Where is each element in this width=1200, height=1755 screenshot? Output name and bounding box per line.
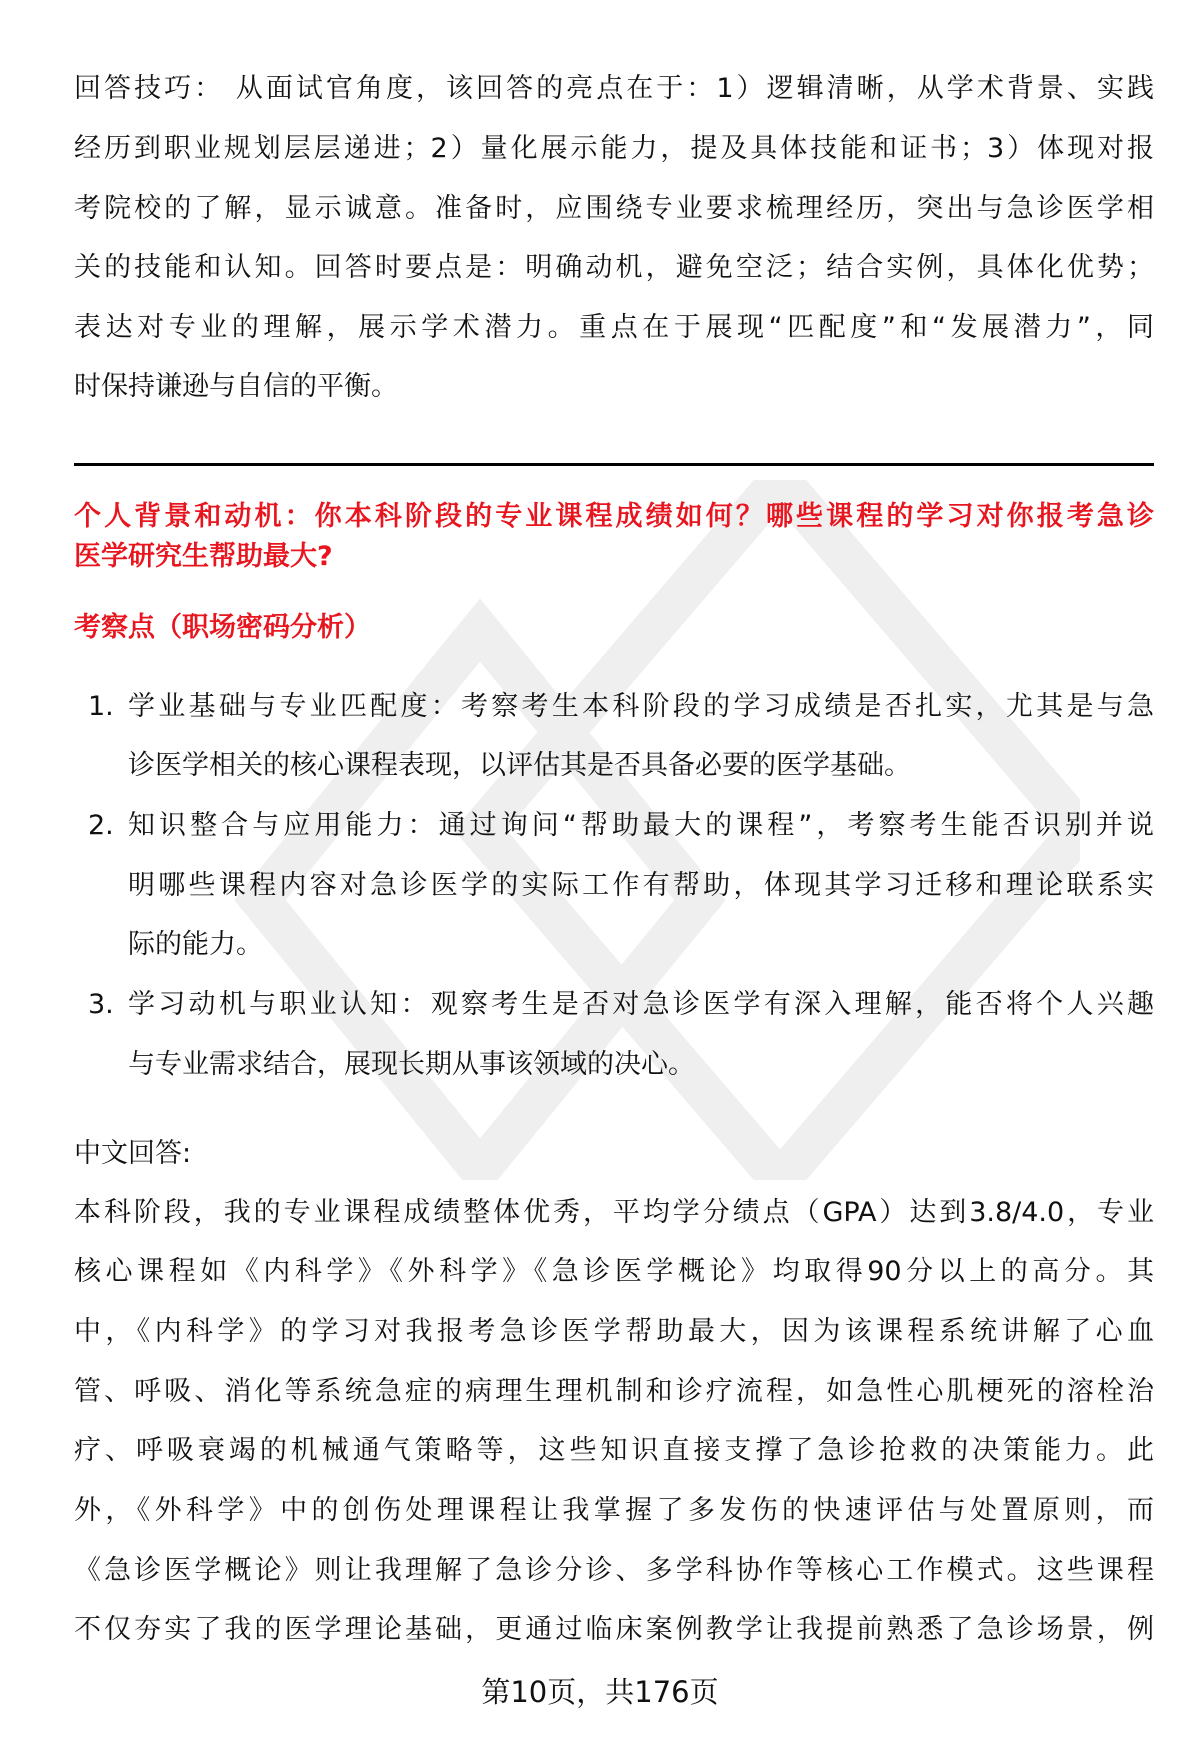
- list-number: 2.: [88, 810, 114, 841]
- text-line: 回答技巧： 从面试官角度，该回答的亮点在于：1）逻辑清晰，从学术背景、实践: [74, 73, 1154, 104]
- text-line: 考院校的了解，显示诚意。准备时，应围绕专业要求梳理经历，突出与急诊医学相: [74, 193, 1154, 224]
- text-line: 外，《外科学》中的创伤处理课程让我掌握了多发伤的快速评估与处置原则，而: [74, 1495, 1154, 1526]
- list-line: 学业基础与专业匹配度：考察考生本科阶段的学习成绩是否扎实，尤其是与急: [128, 691, 1154, 722]
- text-line: 管、呼吸、消化等系统急症的病理生理机制和诊疗流程，如急性心肌梗死的溶栓治: [74, 1376, 1154, 1407]
- list-line: 诊医学相关的核心课程表现，以评估其是否具备必要的医学基础。: [128, 750, 911, 781]
- answer-label: 中文回答:: [74, 1138, 192, 1169]
- text-line: 表达对专业的理解，展示学术潜力。重点在于展现“匹配度”和“发展潜力”，同: [74, 312, 1154, 343]
- text-line: 核心课程如《内科学》《外科学》《急诊医学概论》均取得90分以上的高分。其: [74, 1256, 1154, 1287]
- page-number: 第10页，共176页: [481, 1675, 719, 1709]
- text-line: 关的技能和认知。回答时要点是：明确动机，避免空泛；结合实例，具体化优势；: [74, 252, 1154, 283]
- list-number: 1.: [88, 691, 114, 722]
- list-line: 学习动机与职业认知：观察考生是否对急诊医学有深入理解，能否将个人兴趣: [128, 989, 1154, 1020]
- analysis-title: 考察点（职场密码分析）: [74, 612, 371, 643]
- list-line: 际的能力。: [128, 929, 263, 960]
- text-line: 《急诊医学概论》则让我理解了急诊分诊、多学科协作等核心工作模式。这些课程: [74, 1555, 1154, 1586]
- text-line: 时保持谦逊与自信的平衡。: [74, 371, 398, 402]
- list-number: 3.: [88, 989, 114, 1020]
- list-line: 明哪些课程内容对急诊医学的实际工作有帮助，体现其学习迁移和理论联系实: [128, 870, 1154, 901]
- list-line: 与专业需求结合，展现长期从事该领域的决心。: [128, 1049, 695, 1080]
- text-line: 中，《内科学》的学习对我报考急诊医学帮助最大，因为该课程系统讲解了心血: [74, 1316, 1154, 1347]
- text-line: 经历到职业规划层层递进；2）量化展示能力，提及具体技能和证书；3）体现对报: [74, 133, 1154, 164]
- heading-line: 个人背景和动机：你本科阶段的专业课程成绩如何？哪些课程的学习对你报考急诊: [74, 501, 1154, 532]
- section-divider: [74, 463, 1154, 466]
- heading-line: 医学研究生帮助最大?: [74, 541, 333, 572]
- text-line: 疗、呼吸衰竭的机械通气策略等，这些知识直接支撑了急诊抢救的决策能力。此: [74, 1435, 1154, 1466]
- text-line: 不仅夯实了我的医学理论基础，更通过临床案例教学让我提前熟悉了急诊场景，例: [74, 1614, 1154, 1645]
- list-line: 知识整合与应用能力：通过询问“帮助最大的课程”，考察考生能否识别并说: [128, 810, 1154, 841]
- text-line: 本科阶段，我的专业课程成绩整体优秀，平均学分绩点（GPA）达到3.8/4.0，专业: [74, 1197, 1154, 1228]
